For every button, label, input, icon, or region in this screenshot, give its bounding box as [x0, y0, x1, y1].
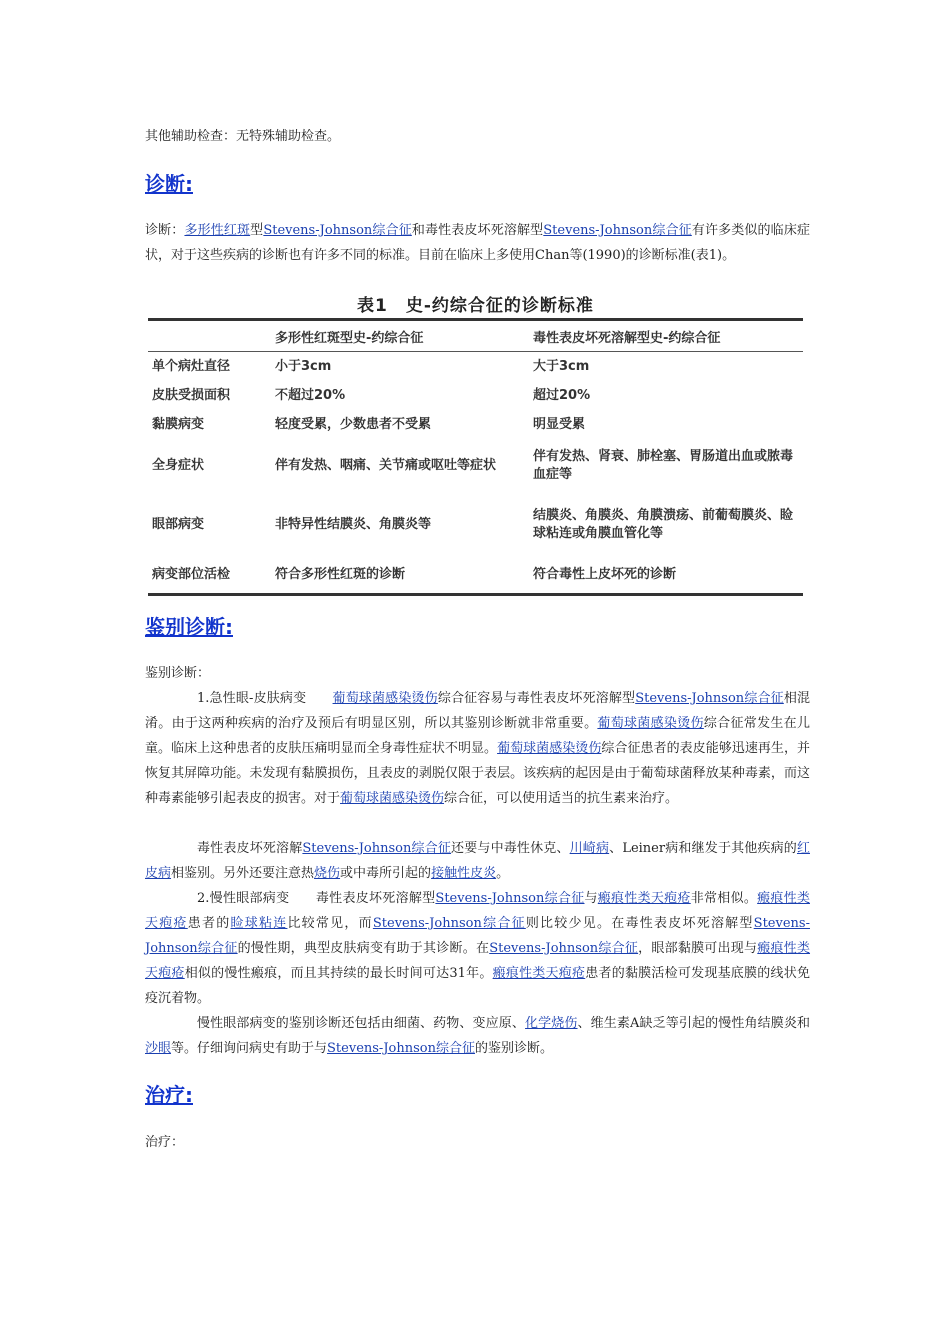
link-sjs[interactable]: Stevens-Johnson综合征	[435, 891, 585, 906]
text-span: 毒性表皮坏死溶解	[197, 841, 303, 856]
text-span: 非常相似。	[690, 891, 758, 906]
table-cell: 单个病灶直径	[152, 358, 231, 374]
table-header-cell	[148, 320, 271, 352]
table-row	[148, 381, 803, 410]
link-sjs[interactable]: Stevens-Johnson综合征	[327, 1041, 475, 1056]
aux-exam-text: 其他辅助检查：无特殊辅助检查。	[145, 129, 341, 144]
link-sjs[interactable]: Stevens-Johnson综合征	[145, 916, 810, 956]
text-span: 综合征，可以使用适当的抗生素来治疗。	[444, 791, 679, 806]
table-title: 表1 史-约综合征的诊断标准	[357, 296, 594, 316]
text-span: 等。仔细询问病史有助于与	[171, 1041, 328, 1056]
text-span: 慢性眼部病变的鉴别诊断还包括由细菌、药物、变应原、	[197, 1016, 526, 1031]
table-cell: 病变部位活检	[152, 567, 231, 582]
treatment-intro: 治疗：	[145, 1135, 185, 1150]
differential-paragraph-2	[145, 836, 810, 886]
diagnostic-criteria-table-image	[148, 294, 803, 596]
differential-heading: 鉴别诊断:	[145, 615, 233, 639]
table-cell: 不超过20%	[275, 387, 346, 403]
differential-paragraph-4	[145, 1011, 810, 1061]
table-cell: 伴有发热、咽痛、关节痛或呕吐等症状	[275, 458, 497, 473]
table-row	[148, 439, 803, 493]
table-row	[148, 557, 803, 595]
table-cell: 黏膜病变	[152, 416, 205, 432]
table-header-cell: 毒性表皮坏死溶解型史-约综合征	[533, 330, 721, 346]
link-cicatricial-pemphigoid[interactable]: 瘢痕性类天疱疮	[145, 891, 810, 931]
table-cell: 符合多形性红斑的诊断	[275, 567, 406, 582]
link-cicatricial-pemphigoid[interactable]: 瘢痕性类天疱疮	[492, 966, 586, 981]
text-span: 综合征容易与毒性表皮坏死溶解型	[437, 691, 636, 706]
link-sss[interactable]: 葡萄球菌感染烫伤	[340, 791, 445, 806]
text-span: 的慢性期，典型皮肤病变有助于其诊断。在	[237, 941, 490, 956]
text-span: 、维生素A缺乏等引起的慢性角结膜炎和	[577, 1016, 810, 1031]
diagnosis-paragraph	[145, 218, 810, 268]
link-sss[interactable]: 葡萄球菌感染烫伤	[332, 691, 438, 706]
text-span: 还要与中毒性休克、	[451, 841, 570, 856]
text-span: ，眼部黏膜可出现与	[638, 941, 758, 956]
differential-paragraph-1	[145, 686, 810, 811]
text-span: 则比较少见。在毒性表皮坏死溶解型	[525, 916, 754, 931]
text-span: 2.慢性眼部病变 毒性表皮坏死溶解型	[197, 891, 436, 906]
link-symblepharon[interactable]: 睑球粘连	[230, 916, 288, 931]
table-cell: 结膜炎、角膜炎、角膜溃疡、前葡萄膜炎、睑球粘连或角膜血管化等	[533, 508, 794, 541]
link-sjs[interactable]: Stevens-Johnson综合征	[302, 841, 452, 856]
text-span: 患者的	[187, 916, 231, 931]
link-sjs[interactable]: Stevens-Johnson综合征	[635, 691, 784, 706]
link-contact-dermatitis[interactable]: 接触性皮炎	[431, 866, 497, 881]
text-span: 1.急性眼-皮肤病变	[197, 691, 333, 706]
link-erythema-multiforme[interactable]: 多形性红斑	[184, 223, 251, 238]
table-cell: 大于3cm	[533, 358, 590, 374]
differential-intro: 鉴别诊断：	[145, 666, 211, 681]
text-span: 的鉴别诊断。	[474, 1041, 553, 1056]
link-cicatricial-pemphigoid[interactable]: 瘢痕性类天疱疮	[145, 941, 811, 981]
link-sss[interactable]: 葡萄球菌感染烫伤	[497, 741, 602, 756]
text-span: 与	[584, 891, 598, 906]
text-span: 比较常见，而	[287, 916, 373, 931]
link-sjs[interactable]: Stevens-Johnson综合征	[489, 941, 639, 956]
link-sss[interactable]: 葡萄球菌感染烫伤	[597, 716, 704, 731]
link-cicatricial-pemphigoid[interactable]: 瘢痕性类天疱疮	[597, 891, 691, 906]
table-cell: 明显受累	[533, 416, 586, 432]
table-row	[148, 352, 803, 382]
table-cell: 皮肤受损面积	[152, 387, 231, 403]
table-cell: 符合毒性上皮坏死的诊断	[533, 567, 677, 582]
table-cell: 眼部病变	[152, 517, 205, 532]
text-span: 、Leiner病和继发于其他疾病的	[609, 841, 797, 856]
text-span: 相似的慢性瘢痕，而且其持续的最长时间可达31年。	[184, 966, 493, 981]
text-span: 和毒性表皮坏死溶解型	[411, 223, 544, 238]
text-span: 。	[496, 866, 510, 881]
text-span: 相混淆。由于这两种疾病的治疗及预后有明显区别，所以其鉴别诊断就非常重要。	[145, 691, 810, 731]
table-cell: 轻度受累，少数患者不受累	[275, 416, 432, 432]
table-cell: 全身症状	[152, 458, 205, 473]
treatment-heading: 治疗:	[145, 1083, 193, 1107]
table-cell: 超过20%	[533, 387, 591, 403]
link-chemical-burn[interactable]: 化学烧伤	[525, 1016, 578, 1031]
link-kawasaki[interactable]: 川崎病	[569, 841, 610, 856]
table-row	[148, 410, 803, 439]
text-span: 或中毒所引起的	[340, 866, 432, 881]
link-trachoma[interactable]: 沙眼	[145, 1041, 172, 1056]
table-cell: 伴有发热、肾衰、肺栓塞、胃肠道出血或脓毒血症等	[533, 449, 794, 482]
link-erythroderma[interactable]: 红皮病	[145, 841, 810, 881]
link-sjs[interactable]: Stevens-Johnson综合征	[543, 223, 692, 238]
text-span: 相鉴别。另外还要注意热	[171, 866, 315, 881]
link-burn[interactable]: 烧伤	[314, 866, 341, 881]
text-span: 综合征患者的表皮能够迅速再生，并恢复其屏障功能。未发现有黏膜损伤，且表皮的剥脱仅限于表层。该疾病的起因是由于葡萄球菌释放某种毒素，而这种毒素能够引起表皮的损害。对于	[145, 741, 810, 806]
differential-paragraph-3	[145, 886, 810, 1011]
criteria-table	[148, 318, 803, 596]
table-cell: 非特异性结膜炎、角膜炎等	[275, 517, 432, 532]
text-span: 有许多类似的临床症状，对于这些疾病的诊断也有许多不同的标准。目前在临床上多使用Chan等(1990)的诊断标准(表1)。	[145, 223, 810, 263]
table-row	[148, 493, 803, 557]
link-sjs[interactable]: Stevens-Johnson综合征	[372, 916, 526, 931]
text-span: 诊断：	[145, 223, 185, 238]
text-span: 型	[250, 223, 264, 238]
text-span: 综合征常发生在儿童。临床上这种患者的皮肤压痛明显而全身毒性症状不明显。	[145, 716, 810, 756]
text-span: 患者的黏膜活检可发现基底膜的线状免疫沉着物。	[145, 966, 810, 1006]
table-header-cell: 多形性红斑型史-约综合征	[275, 330, 424, 346]
table-cell: 小于3cm	[275, 358, 332, 374]
link-sjs[interactable]: Stevens-Johnson综合征	[263, 223, 412, 238]
diagnosis-heading: 诊断:	[145, 172, 193, 196]
